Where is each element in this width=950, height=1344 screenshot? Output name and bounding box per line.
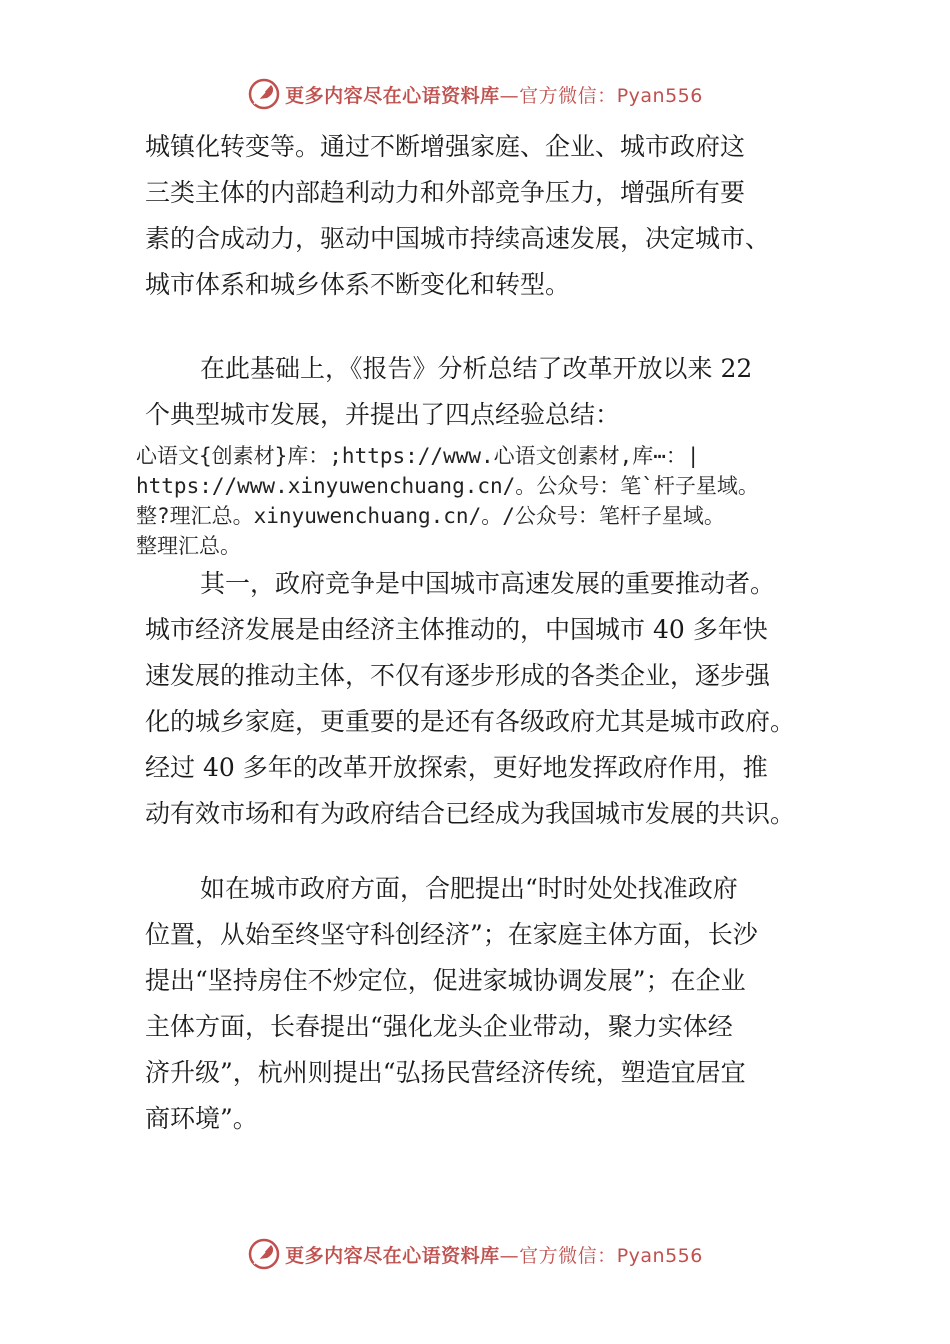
paragraph-2 [145,346,825,438]
text-line: 在此基础上，《报告》分析总结了改革开放以来 22 [200,354,753,383]
source-watermark-text [136,441,896,561]
text-line: 经过 40 多年的改革开放探索，更好地发挥政府作用，推 [145,753,768,782]
paragraph-5 [145,866,825,1142]
text-line: 如在城市政府方面，合肥提出“时时处处找准政府 [200,874,738,903]
feather-pen-logo-icon [247,77,281,111]
footer-banner [0,1234,950,1274]
paragraph-4 [145,561,825,837]
text-line: 整?理汇总。xinyuwenchuang.cn/。/公众号：笔杆子星域。 [136,504,725,528]
text-line: 主体方面，长春提出“强化龙头企业带动，聚力实体经 [145,1012,733,1041]
text-line: 整理汇总。 [136,534,241,558]
text-line: 其一，政府竞争是中国城市高速发展的重要推动者。 [200,569,776,598]
banner-main-text: 更多内容尽在心语资料库 [285,1244,500,1267]
text-line: 提出“坚持房住不炒定位，促进家城协调发展”；在企业 [145,966,746,995]
banner-text [285,1241,703,1268]
paragraph-1 [145,124,825,308]
text-line: 动有效市场和有为政府结合已经成为我国城市发展的共识。 [145,799,796,828]
feather-pen-logo-icon [247,1237,281,1271]
banner-main-text: 更多内容尽在心语资料库 [285,84,500,107]
text-line: 素的合成动力，驱动中国城市持续高速发展，决定城市、 [145,224,771,253]
banner-dash: — [499,1244,520,1267]
text-line: 化的城乡家庭，更重要的是还有各级政府尤其是城市政府。 [145,707,796,736]
text-line: 位置，从始至终坚守科创经济”；在家庭主体方面，长沙 [145,920,758,949]
text-line: 城市经济发展是由经济主体推动的，中国城市 40 多年快 [145,615,768,644]
text-line: 心语文{创素材}库：;https://www.心语文创素材,库⋯：| [136,444,700,468]
banner-wechat-label: 官方微信： [519,1244,617,1267]
banner-wechat-id: Pyan556 [616,1244,703,1267]
text-line: 城市体系和城乡体系不断变化和转型。 [145,270,571,299]
text-line: 商环境”。 [145,1104,258,1133]
banner-text [285,81,703,108]
header-banner [0,74,950,114]
text-line: https://www.xinyuwenchuang.cn/。公众号：笔`杆子星域。 [136,474,759,498]
text-line: 个典型城市发展，并提出了四点经验总结： [145,400,621,429]
banner-wechat-id: Pyan556 [616,84,703,107]
banner-dash: — [499,84,520,107]
text-line: 城镇化转变等。通过不断增强家庭、企业、城市政府这 [145,132,746,161]
text-line: 三类主体的内部趋利动力和外部竞争压力，增强所有要 [145,178,746,207]
text-line: 济升级”，杭州则提出“弘扬民营经济传统，塑造宜居宜 [145,1058,746,1087]
banner-wechat-label: 官方微信： [519,84,617,107]
text-line: 速发展的推动主体，不仅有逐步形成的各类企业，逐步强 [145,661,771,690]
